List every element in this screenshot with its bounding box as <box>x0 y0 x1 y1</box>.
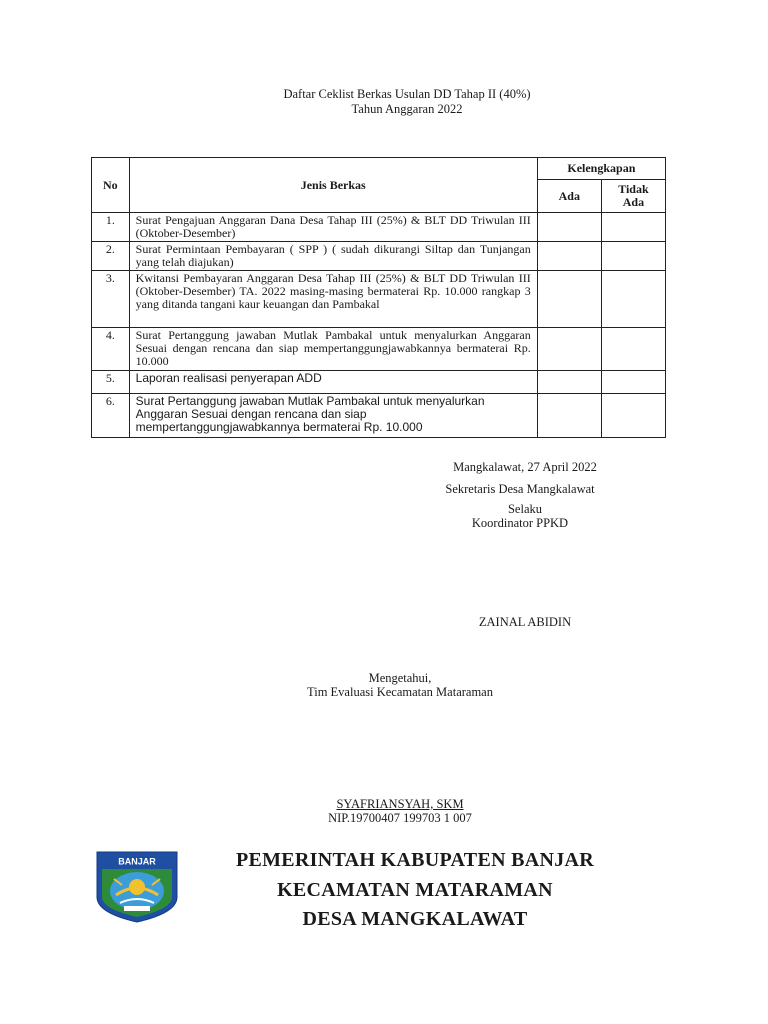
row-number: 6. <box>92 394 130 438</box>
signature-name: ZAINAL ABIDIN <box>478 615 572 629</box>
row-jenis: Kwitansi Pembayaran Anggaran Desa Tahap III (25%) & BLT DD Triwulan III (Oktober-Desember) TA. 2022 masing-masing bermaterai Rp. 10.000 rangkap 3 yang ditanda tangani kaur keuangan dan Pambakal <box>129 271 537 328</box>
signature-place-date: Mangkalawat, 27 April 2022 <box>453 460 597 474</box>
row-tidak-ada-cell <box>601 394 665 438</box>
title-line-2: Tahun Anggaran 2022 <box>351 102 463 116</box>
row-ada-cell <box>537 394 601 438</box>
row-ada-cell <box>537 213 601 242</box>
header-kelengkapan: Kelengkapan <box>537 158 665 180</box>
table-row <box>92 328 666 371</box>
logo-banner-text: BANJAR <box>118 856 156 867</box>
row-ada-cell <box>537 328 601 371</box>
row-tidak-ada-cell <box>601 213 665 242</box>
evaluator-nip: NIP.19700407 199703 1 007 <box>328 811 472 825</box>
checklist-table <box>91 157 666 438</box>
header-jenis: Jenis Berkas <box>129 158 537 213</box>
row-number: 3. <box>92 271 130 328</box>
row-jenis: Surat Permintaan Pembayaran ( SPP ) ( sudah dikurangi Siltap dan Tunjangan yang telah diajukan) <box>129 242 537 271</box>
mengetahui-label: Mengetahui, <box>368 671 432 685</box>
row-ada-cell <box>537 242 601 271</box>
table-row <box>92 271 666 328</box>
signature-role: Sekretaris Desa Mangkalawat <box>445 482 595 496</box>
row-ada-cell <box>537 371 601 394</box>
row-jenis: Surat Pertanggung jawaban Mutlak Pambakal untuk menyalurkan Anggaran Sesuai dengan rencana dan siap mempertanggungjawabkannya bermaterai Rp. 10.000 <box>129 394 537 438</box>
banjar-emblem-logo <box>96 851 178 923</box>
row-number: 5. <box>92 371 130 394</box>
signature-position: Koordinator PPKD <box>471 516 569 530</box>
row-number: 4. <box>92 328 130 371</box>
evaluator-name: SYAFRIANSYAH, SKM <box>336 797 464 811</box>
row-ada-cell <box>537 271 601 328</box>
header-line-1: PEMERINTAH KABUPATEN BANJAR <box>235 849 595 871</box>
table-row <box>92 371 666 394</box>
row-jenis: Surat Pengajuan Anggaran Dana Desa Tahap III (25%) & BLT DD Triwulan III (Oktober-Desember) <box>129 213 537 242</box>
signature-selaku: Selaku <box>507 502 543 516</box>
title-line-1: Daftar Ceklist Berkas Usulan DD Tahap II (40%) <box>283 87 531 101</box>
header-line-2: KECAMATAN MATARAMAN <box>277 879 553 901</box>
table-row <box>92 242 666 271</box>
header-tidak-ada: Tidak Ada <box>601 180 665 213</box>
row-jenis: Surat Pertanggung jawaban Mutlak Pambakal untuk menyalurkan Anggaran Sesuai dengan rencana dan siap mempertanggungjawabkannya bermaterai Rp. 10.000 <box>129 328 537 371</box>
table-row <box>92 213 666 242</box>
row-tidak-ada-cell <box>601 328 665 371</box>
header-line-3: DESA MANGKALAWAT <box>302 908 528 930</box>
row-tidak-ada-cell <box>601 242 665 271</box>
row-number: 2. <box>92 242 130 271</box>
row-number: 1. <box>92 213 130 242</box>
row-tidak-ada-cell <box>601 271 665 328</box>
header-no: No <box>92 158 130 213</box>
table-row <box>92 394 666 438</box>
evaluation-team: Tim Evaluasi Kecamatan Mataraman <box>307 685 493 699</box>
header-ada: Ada <box>537 180 601 213</box>
row-jenis: Laporan realisasi penyerapan ADD <box>129 371 537 394</box>
row-tidak-ada-cell <box>601 371 665 394</box>
